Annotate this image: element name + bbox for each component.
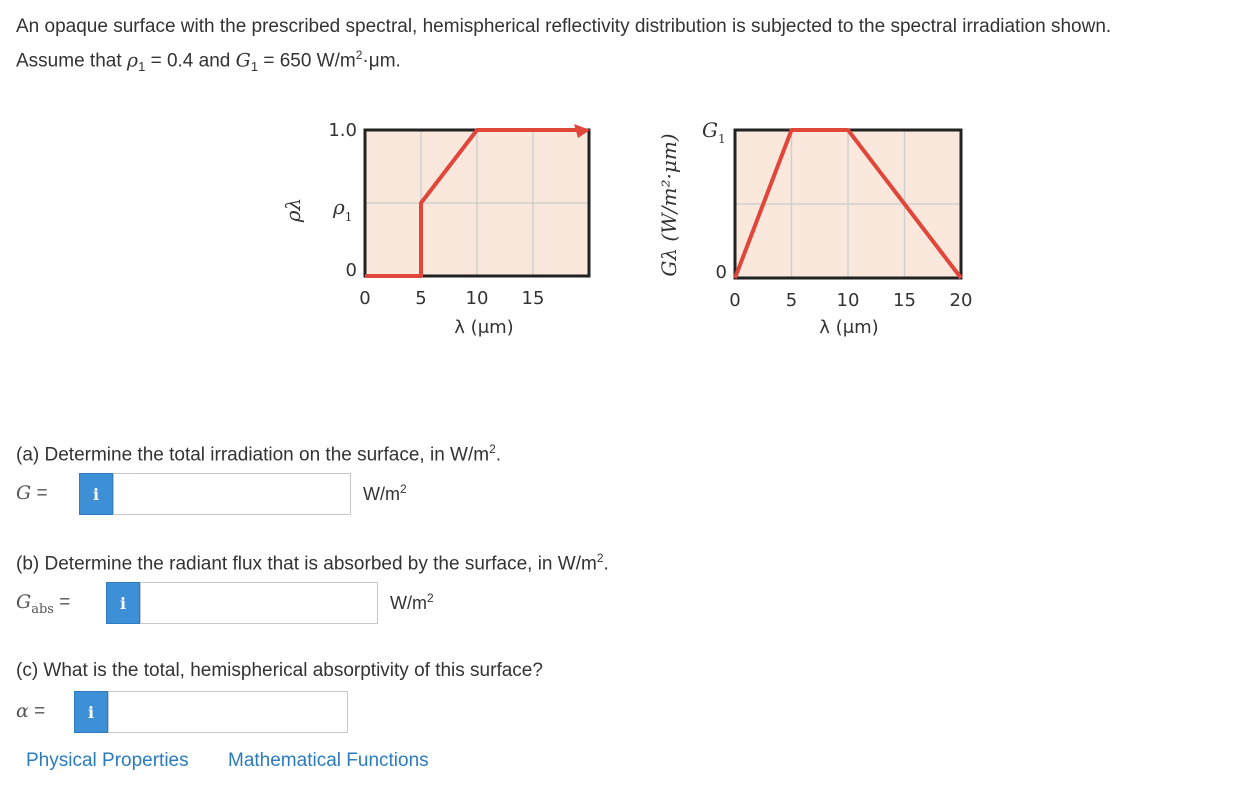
question-a-label: G = [16,482,48,504]
question-c-info-button[interactable]: i [74,691,108,733]
question-c-text: (c) What is the total, hemispherical absorptivity of this surface? [16,660,543,681]
x-tick-label: 0 [729,290,741,311]
physical-properties-link[interactable]: Physical Properties [26,750,189,771]
reflectivity-ylabel: ρλ [281,197,305,223]
irradiation-ylabel: Gλ (W/m²·μm) [657,133,681,277]
x-tick-label: 5 [785,290,798,311]
question-b-unit: $W/m^2$ [390,591,434,613]
x-tick-label: 0 [359,288,371,309]
x-tick-label: 15 [893,290,916,311]
y-tick-label: 0 [345,260,357,281]
reflectivity-xlabel: λ (μm) [454,317,514,338]
mathematical-functions-link[interactable]: Mathematical Functions [228,750,429,771]
question-a-unit: $W/m^2$ [363,482,407,504]
reflectivity-rho1-label: $\rho_1$ [333,195,353,224]
question-b-info-button[interactable]: i [106,582,140,624]
irradiation-xlabel: λ (μm) [819,317,879,338]
x-tick-label: 5 [415,288,427,309]
question-c-answer-input[interactable] [108,691,348,733]
question-b-text: (b) Determine the radiant flux that is absorbed by the surface, in $W/m^2$. [16,551,609,575]
problem-intro: An opaque surface with the prescribed spectral, hemispherical reflectivity distribution is subjected to the spectral irradiation shown. [16,16,1112,37]
reflectivity-plot [281,120,590,338]
question-c-label: α = [16,700,46,722]
y-tick-label: 1.0 [328,120,357,141]
question-a-answer-input[interactable] [113,473,351,515]
x-tick-label: 10 [836,290,860,311]
question-a-info-button[interactable]: i [79,473,113,515]
x-tick-label: 20 [949,290,973,311]
question-a-text: (a) Determine the total irradiation on the surface, in $W/m^2$. [16,442,502,466]
problem-assumption: Assume that $\rho_1 = 0.4$ and $G_1 = 650$ $W/m^2\cdot\mu m$. [16,48,401,75]
irradiation-plot [657,118,972,338]
irradiation-G1-label: $G_1$ [702,118,726,146]
x-tick-label: 10 [465,288,489,309]
question-b-label: $G_{abs}$ = [16,591,71,617]
x-tick-label: 15 [521,288,545,309]
question-b-answer-input[interactable] [140,582,378,624]
y-tick-label: 0 [715,262,727,283]
